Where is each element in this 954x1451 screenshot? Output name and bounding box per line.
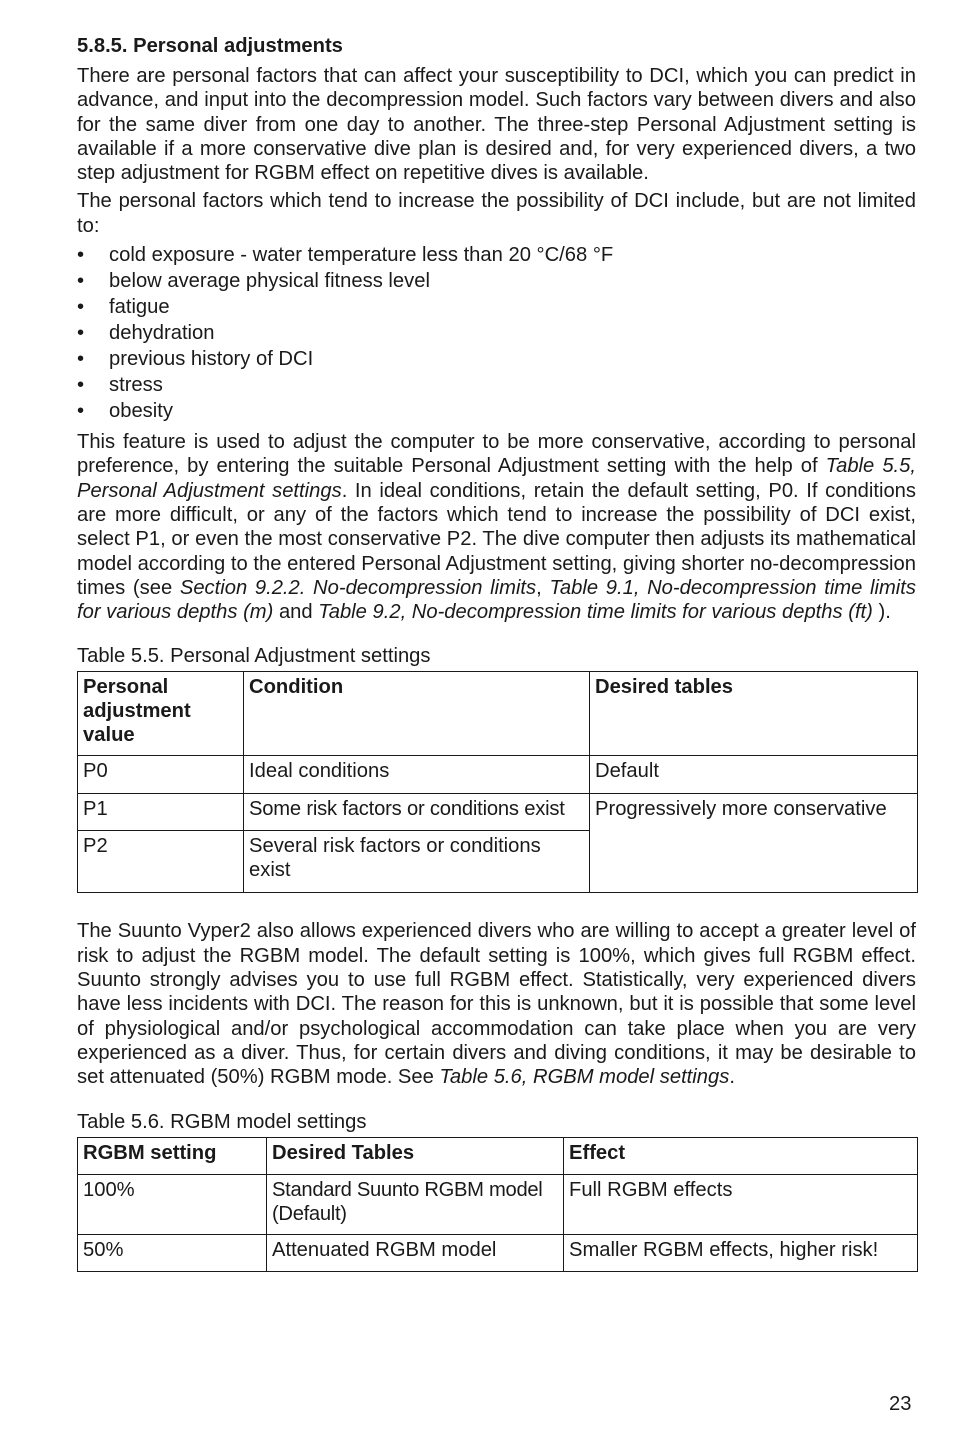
table-header-cell: RGBM setting <box>78 1137 267 1174</box>
list-item <box>77 398 916 424</box>
rgbm-settings-table <box>77 1137 918 1272</box>
table-cell: Ideal conditions <box>244 756 590 794</box>
list-item <box>77 346 916 372</box>
table-row <box>78 1174 918 1234</box>
list-item-text: dehydration <box>109 322 215 345</box>
section-heading: 5.8.5. Personal adjustments <box>77 35 343 57</box>
table-cell: Several risk factors or conditions exist <box>244 831 590 893</box>
personal-adjustment-table <box>77 671 918 893</box>
list-item-text: previous history of DCI <box>109 348 314 371</box>
table-header-row <box>78 672 918 756</box>
list-item <box>77 242 916 268</box>
table-cell: P2 <box>78 831 244 893</box>
table-cell: Smaller RGBM effects, higher risk! <box>564 1234 918 1271</box>
table-row <box>78 1234 918 1271</box>
list-item <box>77 320 916 346</box>
table-header-cell: Desired tables <box>590 672 918 756</box>
table-row <box>78 756 918 794</box>
page-number: 23 <box>889 1393 912 1415</box>
list-item <box>77 268 916 294</box>
text-run: This feature is used to adjust the computer to be more conservative, according to personal preference, by entering the suitable Personal Adjustment setting with the help of <box>77 431 916 478</box>
table-cell: P1 <box>78 794 244 831</box>
table-cell: Full RGBM effects <box>564 1174 918 1234</box>
table-cell: 100% <box>78 1174 267 1234</box>
cross-reference-link[interactable]: Table 5.6, RGBM model settings <box>439 1066 730 1089</box>
cross-reference-link[interactable]: Table 5.5, Personal Adjustment settings <box>77 455 916 502</box>
table-cell: Standard Suunto RGBM model (Default) <box>267 1174 564 1234</box>
rgbm-paragraph <box>77 919 916 1089</box>
bullet-icon: • <box>77 374 85 397</box>
table-cell: Attenuated RGBM model <box>267 1234 564 1271</box>
list-item <box>77 372 916 398</box>
feature-paragraph <box>77 430 916 624</box>
text-run: , <box>536 576 550 599</box>
text-run: ). <box>872 601 891 624</box>
table-cell: Some risk factors or conditions exist <box>244 794 590 831</box>
text-run: and <box>273 601 319 624</box>
list-item-text: fatigue <box>109 296 170 319</box>
table-header-cell: Desired Tables <box>267 1137 564 1174</box>
risk-factors-list <box>77 242 916 424</box>
table-cell: Default <box>590 756 918 794</box>
cross-reference-link[interactable]: Table 9.2, No-decompression time limits for various depths (ft) <box>318 601 873 624</box>
table-caption: Table 5.6. RGBM model settings <box>77 1110 367 1133</box>
table-row <box>78 794 918 831</box>
text-run: The Suunto Vyper2 also allows experienced divers who are willing to accept a greater level of risk to adjust the RGBM model. The default setting is 100%, which gives full RGBM effect. Suunto strongly advises you to use full RGBM effect. Statistically, very experienced divers have less incidents with DCI. The reason for this is unknown, but it is possible that some level of physiological and/or psychological accommodation can take place when you are very experienced as a diver. Thus, for certain divers and diving conditions, it may be desirable to set attenuated (50%) RGBM mode. See <box>77 920 916 1089</box>
list-item-text: stress <box>109 374 163 397</box>
factors-intro-paragraph: The personal factors which tend to increase the possibility of DCI include, but are not limited to: <box>77 190 916 237</box>
table-header-cell: Effect <box>564 1137 918 1174</box>
table-header-row <box>78 1137 918 1174</box>
table-cell: P0 <box>78 756 244 794</box>
list-item-text: below average physical fitness level <box>109 270 430 293</box>
text-run: . In ideal conditions, retain the default setting, P0. If conditions are more difficult, or any of the factors which tend to increase the possibility of DCI exist, select P1, or even the most conservative P2. The dive computer then adjusts its mathematical model according to the entered Personal Adjustment setting, giving shorter no-decompression times (see <box>77 479 916 599</box>
intro-paragraph: There are personal factors that can affect your susceptibility to DCI, which you can predict in advance, and input into the decompression model. Such factors vary between divers and also for the same diver from one day to another. The three-step Personal Adjustment setting is available if a more conservative dive plan is desired and, for very experienced divers, a two step adjustment for RGBM effect on repetitive dives is available. <box>77 65 916 185</box>
list-item <box>77 294 916 320</box>
list-item-text: obesity <box>109 400 173 423</box>
list-item-text: cold exposure - water temperature less than 20 °C/68 °F <box>109 244 614 267</box>
manual-page <box>77 34 916 1272</box>
table-header-cell: Personal adjustment value <box>78 672 244 756</box>
table-caption: Table 5.5. Personal Adjustment settings <box>77 645 431 668</box>
table-header-cell: Condition <box>244 672 590 756</box>
bullet-icon: • <box>77 400 85 423</box>
bullet-icon: • <box>77 296 85 319</box>
cross-reference-link[interactable]: Section 9.2.2. No-decompression limits <box>179 576 537 599</box>
table-cell: Progressively more conservative <box>590 794 918 893</box>
cross-reference-link[interactable]: Table 9.1, No-decompression time limits for various depths (m) <box>77 576 916 624</box>
bullet-icon: • <box>77 348 85 371</box>
text-run: . <box>729 1066 735 1089</box>
bullet-icon: • <box>77 244 85 267</box>
bullet-icon: • <box>77 270 85 293</box>
table-cell: 50% <box>78 1234 267 1271</box>
bullet-icon: • <box>77 322 85 345</box>
